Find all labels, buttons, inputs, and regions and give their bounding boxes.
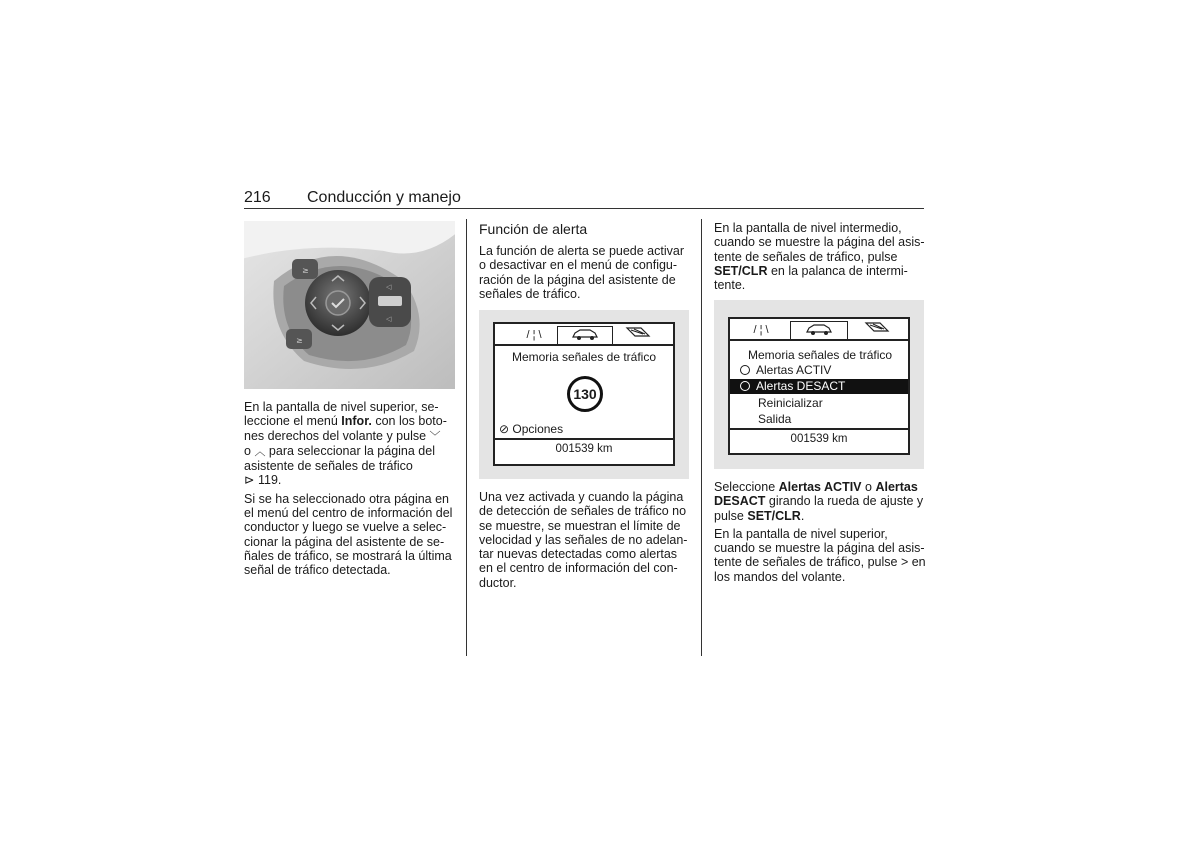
chevron-right-icon: > (900, 555, 909, 570)
check-circle-icon: ⊘ (499, 422, 510, 436)
text-line: cuando se muestre la página del asis‐ (714, 541, 925, 556)
control-name: SET/CLR (747, 508, 801, 523)
driver-info-display (728, 317, 910, 455)
divider (495, 344, 673, 346)
display-tabs (495, 324, 673, 344)
driver-info-display-figure (479, 310, 689, 479)
section-heading: Función de alerta (479, 221, 588, 237)
control-name: SET/CLR (714, 263, 768, 278)
menu-item-reinicializar[interactable]: Reinicializar (758, 396, 823, 410)
text-line: tente de señales de tráfico, pulse (714, 555, 901, 570)
steering-wheel-controls-image (244, 221, 455, 389)
paragraph (479, 490, 694, 590)
text-line: en (908, 555, 926, 570)
text-line: de detección de señales de tráfico no (479, 504, 687, 519)
menu-item-alertas-activ[interactable] (740, 363, 900, 378)
text-line: o (244, 443, 255, 458)
text-line: girando la rueda de ajuste y (765, 494, 924, 509)
text-line: asistente de señales de tráfico (244, 459, 413, 474)
column-2-text-bottom (479, 490, 694, 590)
text-line: La función de alerta se puede activar (479, 244, 684, 258)
odometer: 001539 km (790, 433, 848, 445)
display-title: Memoria señales de tráfico (748, 348, 893, 362)
radio-icon (740, 381, 750, 391)
text-line: en la palanca de intermi‐ (767, 263, 908, 278)
divider (730, 339, 908, 341)
lane-icon: / ¦ \ (753, 324, 769, 336)
svg-text:◁: ◁ (386, 315, 392, 323)
column-3-text-bottom (714, 480, 929, 584)
menu-item-label: Alertas ACTIV (756, 363, 832, 377)
divider (730, 428, 908, 430)
page-reference-icon: ⊳ (244, 473, 255, 488)
divider (495, 438, 673, 440)
text-line: pulse (714, 508, 748, 523)
column-divider (466, 219, 467, 656)
text-line: los mandos del volante. (714, 569, 846, 584)
header-rule (244, 208, 924, 209)
column-2-text-top (479, 244, 694, 301)
chevron-up-icon: ︿ (254, 445, 266, 458)
text-line: se muestre, se muestran el límite de (479, 518, 681, 533)
menu-item-alertas-desact[interactable] (730, 379, 908, 394)
text-line: En la pantalla de nivel superior, se‐ (244, 400, 439, 414)
text-line: . (800, 508, 805, 523)
text-line: tente de señales de tráfico, pulse (714, 249, 898, 264)
paragraph (244, 492, 459, 578)
text-line: Seleccione (714, 480, 779, 494)
option-name: Alertas ACTIV (778, 480, 862, 494)
text-line: cionar la página del asistente de se‐ (244, 534, 445, 549)
display-tabs (730, 319, 908, 339)
paragraph (714, 480, 929, 523)
option-name: DESACT (714, 494, 766, 509)
car-icon (790, 321, 848, 340)
svg-text:≥: ≥ (302, 266, 309, 275)
odometer: 001539 km (555, 443, 613, 455)
text-line: ñales de tráfico, se mostrará la última (244, 548, 452, 563)
text-line: conductor y luego se vuelve a selec‐ (244, 520, 447, 535)
text-line: para seleccionar la página del (265, 443, 435, 458)
text-line: nes derechos del volante y pulse (244, 428, 430, 443)
page-number: 216 (244, 189, 271, 206)
text-line: Una vez activada y cuando la página (479, 490, 684, 504)
speed-limit-sign: 130 (567, 376, 603, 412)
lane-icon: / ¦ \ (526, 329, 542, 341)
text-line: En la pantalla de nivel superior, (714, 526, 888, 541)
section-title: Conducción y manejo (307, 189, 461, 206)
options-row (499, 422, 563, 436)
paragraph (714, 527, 929, 584)
svg-text:◁: ◁ (386, 283, 392, 291)
text-line: el menú del centro de información del (244, 506, 453, 521)
options-label: Opciones (512, 422, 564, 436)
paragraph (714, 221, 929, 292)
car-icon (557, 326, 613, 345)
menu-item-salida[interactable]: Salida (758, 412, 792, 426)
text-line: señal de tráfico detectada. (244, 563, 391, 578)
text-line: en el centro de información del con‐ (479, 561, 678, 576)
menu-name: Infor. (341, 414, 372, 429)
road-sign-icon (621, 326, 655, 344)
driver-info-display-figure (714, 300, 924, 469)
text-line: o desactivar en el menú de configu‐ (479, 258, 678, 273)
text-line: Si se ha seleccionado otra página en (244, 491, 450, 506)
text-line: cuando se muestre la página del asis‐ (714, 235, 925, 250)
driver-info-display (493, 322, 675, 466)
radio-icon (740, 365, 750, 375)
text-line: tar nuevas detectadas como alertas (479, 547, 678, 562)
column-3-text-top (714, 221, 929, 292)
option-name: Alertas (875, 480, 918, 494)
paragraph (244, 400, 459, 488)
text-line: señales de tráfico. (479, 286, 581, 301)
display-title: Memoria señales de tráfico (511, 350, 657, 364)
text-line: ductor. (479, 575, 517, 590)
road-sign-icon (860, 321, 894, 339)
text-line: tente. (714, 278, 746, 293)
text-line: velocidad y las señales de no adelan‐ (479, 532, 688, 547)
menu-item-label: Alertas DESACT (756, 379, 846, 393)
text-line: leccione el menú (244, 414, 342, 429)
paragraph (479, 244, 694, 301)
chevron-down-icon: ﹀ (429, 430, 441, 443)
page-reference[interactable]: 119. (257, 473, 282, 488)
svg-text:≥: ≥ (296, 336, 303, 345)
text-line: En la pantalla de nivel intermedio, (714, 221, 902, 235)
text-line: ración de la página del asistente de (479, 272, 676, 287)
column-divider (701, 219, 702, 656)
text-line: o (861, 480, 876, 494)
text-line: con los boto‐ (371, 414, 447, 429)
column-1-text (244, 400, 459, 578)
